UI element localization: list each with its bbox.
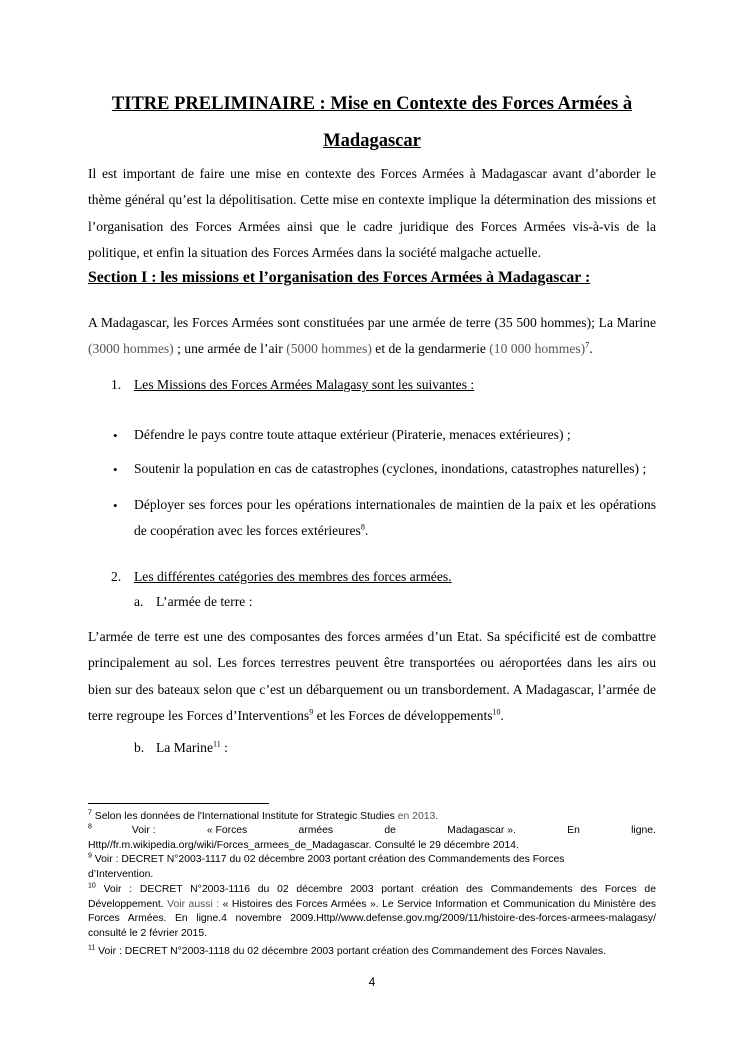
missions-heading: Les Missions des Forces Armées Malagasy sont les suivantes : [134, 377, 475, 392]
footnote-9: $^9$ Voir : DECRET N°2003-1117 du 02 décembre 2003 portant création des Commandements des Forces d’Intervention. [88, 852, 565, 880]
bullet-icon: • [113, 428, 118, 443]
footnote-ref-8: 8 [360, 522, 365, 532]
footnote-7: $^7$ Selon les données de l'International Institute for Strategic Studies en 2013. [88, 809, 439, 822]
section-heading: Section I : les missions et l’organisation des Forces Armées à Madagascar : [88, 269, 591, 286]
bullet-icon: • [113, 498, 118, 513]
footnote-ref-9: 9 [309, 707, 314, 717]
list-number-2: 2. [111, 569, 122, 584]
footnote-ref-10: 10 [492, 707, 501, 717]
footnote-10: $^{10}$ Voir : DECRET N°2003-1116 du 02 décembre 2003 portant création des Commandements des Forces de Développement. Voir aussi : « Histoires des Forces Armées ». Le Service Information et Communication du Ministère des Forces Armées. En ligne.4 novembre 2009.Http//www.defense.gov.mg/2009/11/histoire-des-forces-armees-malagasy/ consulté le 2 février 2015. [88, 882, 656, 939]
forces-composition-paragraph: A Madagascar, les Forces Armées sont constituées par une armée de terre (35 500 hommes); La Marine (3000 hommes) ; une armée de l’air (5000 hommes) et de la gendarmerie (10 000 hommes)$^7$. [88, 315, 656, 357]
footnote-separator [88, 803, 269, 804]
list-item: Soutenir la population en cas de catastrophes (cyclones, inondations, catastrophes naturelles) ; [134, 461, 647, 476]
footnote-8: $^8$ Voir : « Forces armées de Madagascar ». En ligne. Http//fr.m.wikipedia.org/wiki/Forces_armees_de_Madagascar. Consulté le 29 décembre 2014. [88, 823, 656, 851]
list-number-1: 1. [111, 377, 122, 392]
categories-heading: Les différentes catégories des membres des forces armées. [134, 569, 452, 584]
footnote-11: $^{11}$ Voir : DECRET N°2003-1118 du 02 décembre 2003 portant création des Commandement des Forces Navales. [88, 944, 606, 957]
footnote-ref-11: 11 [213, 739, 221, 749]
armee-de-terre-heading: L’armée de terre : [156, 594, 253, 609]
page-number: 4 [368, 975, 376, 989]
footnote-ref-7: 7 [585, 340, 590, 350]
intro-paragraph: Il est important de faire une mise en contexte des Forces Armées à Madagascar avant d’aborder le thème général qu’est la dépolitisation. Cette mise en contexte implique la détermination des missions et l’organisation des Forces Armées ainsi que le cadre juridique des Forces Armées vis-à-vis de la politique, et enfin la situation des Forces Armées dans la société malgache actuelle. [88, 166, 656, 260]
sub-letter-b: b. [134, 740, 145, 755]
armee-de-terre-paragraph: L’armée de terre est une des composantes des forces armées d’un Etat. Sa spécificité est de combattre principalement au sol. Les forces terrestres peuvent être transportées ou aéroportées dans les airs ou bien sur des bateaux selon que c’est un débarquement ou un transbordement. A Madagascar, l’armée de terre regroupe les Forces d’Interventions$^9$ et les Forces de développements$^{10}$. [88, 629, 656, 723]
marine-heading: La Marine$^{11}$ : [156, 739, 228, 755]
sub-letter-a: a. [134, 594, 144, 609]
page-title: TITRE PRELIMINAIRE : Mise en Contexte des Forces Armées à Madagascar [111, 94, 633, 151]
list-item: Défendre le pays contre toute attaque extérieur (Piraterie, menaces extérieures) ; [134, 427, 571, 442]
bullet-icon: • [113, 462, 118, 477]
list-item: Déployer ses forces pour les opérations internationales de maintien de la paix et les opérations de coopération avec les forces extérieures$^8$. [134, 497, 656, 539]
